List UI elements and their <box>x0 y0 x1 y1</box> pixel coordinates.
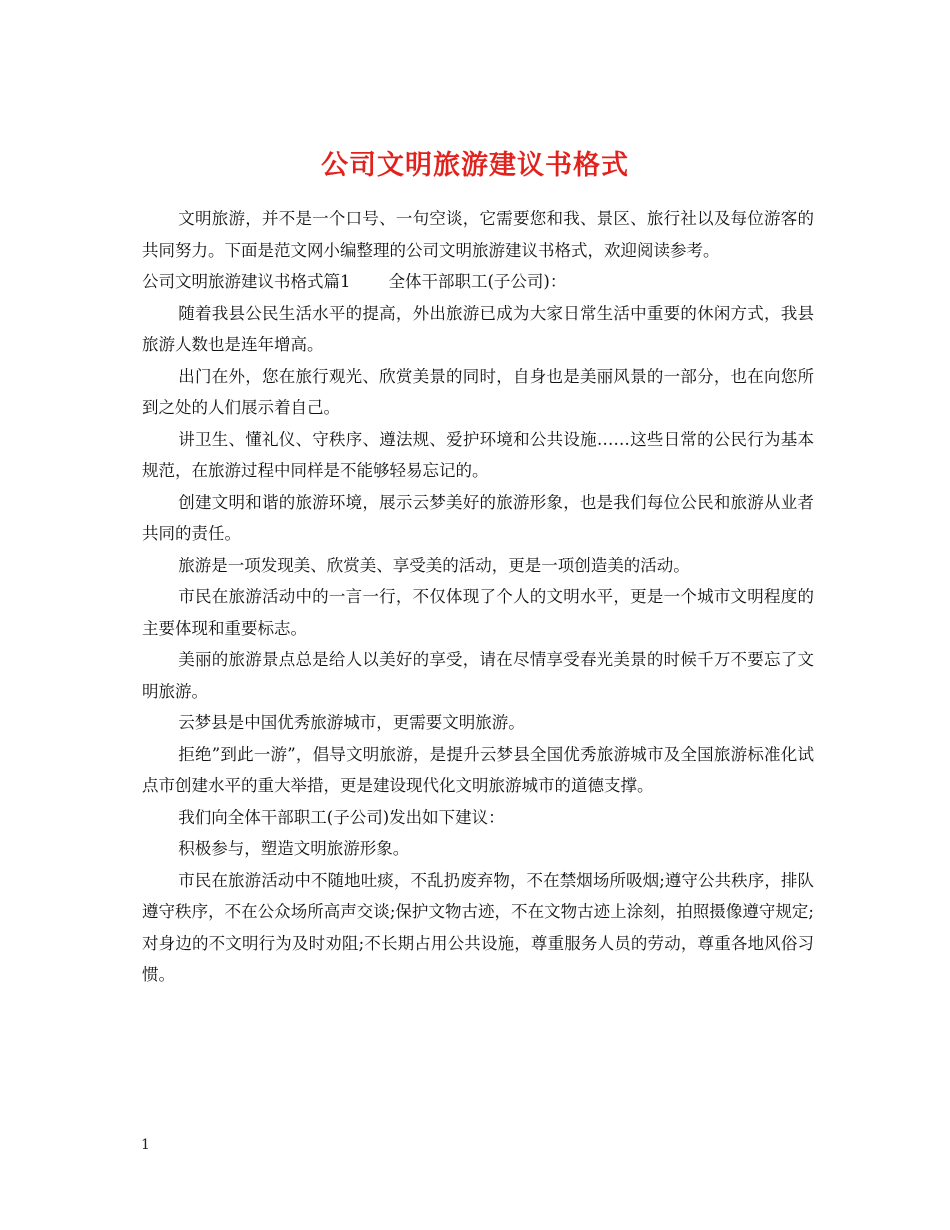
page-number: 1 <box>141 1137 150 1153</box>
document-title: 公司文明旅游建议书格式 <box>321 150 629 182</box>
body-paragraph: 市民在旅游活动中的一言一行，不仅体现了个人的文明水平，更是一个城市文明程度的主要体现和重要标志。 <box>142 587 814 638</box>
body-paragraph: 美丽的旅游景点总是给人以美好的享受，请在尽情享受春光美景的时候千万不要忘了文明旅游。 <box>142 650 814 701</box>
body-paragraph: 拒绝”到此一游”，倡导文明旅游，是提升云梦县全国优秀旅游城市及全国旅游标准化试点市创建水平的重大举措，更是建设现代化文明旅游城市的道德支撑。 <box>142 744 814 795</box>
section-heading: 公司文明旅游建议书格式篇1 <box>142 272 351 291</box>
body-paragraph: 出门在外，您在旅行观光、欣赏美景的同时，自身也是美丽风景的一部分，也在向您所到之处的人们展示着自己。 <box>142 366 814 417</box>
body-paragraph: 市民在旅游活动中不随地吐痰，不乱扔废弃物，不在禁烟场所吸烟;遵守公共秩序，排队遵守秩序，不在公众场所高声交谈;保护文物古迹，不在文物古迹上涂刻，拍照摄像遵守规定;对身边的不文明行为及时劝阻;不长期占用公共设施，尊重服务人员的劳动，尊重各地风俗习惯。 <box>142 870 814 984</box>
body-paragraph: 创建文明和谐的旅游环境，展示云梦美好的旅游形象，也是我们每位公民和旅游从业者共同的责任。 <box>142 492 814 543</box>
body-paragraph: 云梦县是中国优秀旅游城市，更需要文明旅游。 <box>178 713 525 732</box>
body-paragraph: 随着我县公民生活水平的提高，外出旅游已成为大家日常生活中重要的休闲方式，我县旅游人数也是连年增高。 <box>142 303 814 354</box>
body-paragraph: 旅游是一项发现美、欣赏美、享受美的活动，更是一项创造美的活动。 <box>178 555 690 575</box>
body-paragraph: 讲卫生、懂礼仪、守秩序、遵法规、爱护环境和公共设施……这些日常的公民行为基本规范，在旅游过程中同样是不能够轻易忘记的。 <box>142 429 814 480</box>
salutation: 全体干部职工(子公司)： <box>388 272 567 291</box>
body-paragraph: 积极参与，塑造文明旅游形象。 <box>178 839 410 858</box>
section-heading-line <box>142 266 814 298</box>
document-body <box>142 203 814 991</box>
body-paragraph: 我们向全体干部职工(子公司)发出如下建议： <box>178 807 505 827</box>
intro-paragraph: 文明旅游，并不是一个口号、一句空谈，它需要您和我、景区、旅行社以及每位游客的共同努力。下面是范文网小编整理的公司文明旅游建议书格式，欢迎阅读参考。 <box>142 209 814 260</box>
